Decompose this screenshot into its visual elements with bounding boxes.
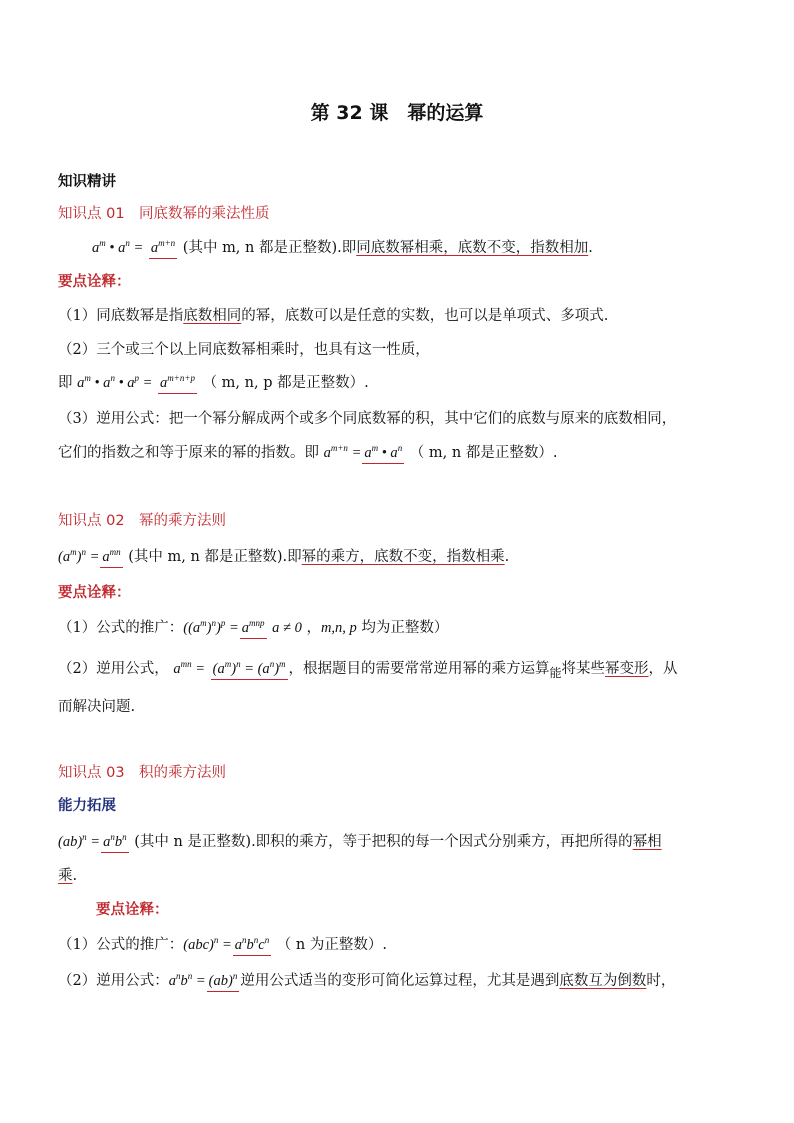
kp3-label: 知识点 03 积的乘方法则	[58, 765, 227, 781]
kp1-rule: 同底数幂相乘，底数不变，指数相加	[356, 240, 589, 256]
kp2-rule: 幂的乘方，底数不变，指数相乘	[301, 549, 505, 565]
kp3-note-2-underline: 底数互为倒数	[559, 973, 647, 989]
kp1-note-2-formula: 即 $a^m$ • $a^n$ • $a^p = a^{m+n+p}$ （ m, n, p 都是正整数）.	[58, 373, 369, 394]
kp2-label: 知识点 02 幂的乘方法则	[58, 513, 227, 529]
kp3-underline-1: 幂相	[632, 834, 662, 850]
kp1-note-3b: 它们的指数之和等于原来的幂的指数。即 $a^{m+n} = a^m$ • $a^n$ （ m, n 都是正整数）.	[58, 443, 557, 464]
kp1-formula-lhs: $a^m$ • $a^n$ =	[92, 238, 144, 256]
kp1-note-2-answer: $a^{m+n+p}$	[158, 373, 197, 394]
kp3-formula-answer: $a^nb^n$	[101, 832, 129, 853]
kp2-note-2-cont: 而解决问题.	[58, 699, 136, 715]
kp3-note-2-answer: (ab)$^n$	[207, 971, 240, 992]
kp2-note-label: 要点诠释：	[58, 585, 131, 601]
kp3-note-1: （1）公式的推广：$(abc)^n = a^nb^nc^n$ （ n 为正整数）.	[58, 935, 387, 956]
kp3-formula-lhs: (ab)$^n$ =	[58, 832, 101, 850]
kp1-note-1: （1）同底数幂是指底数相同的幂，底数可以是任意的实数，也可以是单项式、多项式.	[58, 308, 609, 324]
kp1-note-1-underline: 底数相同	[183, 308, 242, 324]
kp3-note-label: 要点诠释：	[96, 902, 169, 918]
kp1-condition: (其中 m, n 都是正整数).即	[182, 240, 357, 256]
kp2-note-1: （1）公式的推广：$((a^m)^n)^p = a^{mnp}$ a ≠ 0 ，m,n, p 均为正整数）	[58, 618, 448, 639]
kp3-underline-2: 乘	[58, 868, 73, 884]
kp1-note-3-answer: $a^m$ • $a^n$	[362, 443, 404, 464]
kp1-formula-answer: $a^{m+n}$	[149, 238, 177, 259]
kp3-note-2: （2）逆用公式：$a^nb^n = (ab)^n$ 逆用公式适当的变形可简化运算过程，尤其是遇到底数互为倒数时，	[58, 971, 675, 992]
kp3-formula-line: $(ab)^n = a^nb^n$ (其中 n 是正整数).即积的乘方，等于把积的每一个因式分别乘方，再把所得的幂相	[58, 832, 662, 853]
kp3-sub-label: 能力拓展	[58, 798, 116, 814]
kp2-note-2-underline: 幂变形	[605, 661, 649, 677]
kp2-note-2-answer: $(a^m)^n = (a^n)^m$	[211, 659, 288, 680]
kp2-formula-line: $(a^m)^n = a^{mn}$ (其中 m, n 都是正整数).即幂的乘方，底数不变，指数相乘.	[58, 547, 509, 568]
kp2-formula-answer: $a^{mn}$	[100, 547, 122, 568]
kp1-note-label: 要点诠释：	[58, 274, 131, 290]
kp1-formula-line: $a^m$ • $a^n = a^{m+n}$ (其中 m, n 都是正整数).即同底数幂相乘，底数不变，指数相加.	[92, 238, 593, 259]
kp2-note-2: （2）逆用公式， $a^{mn} = (a^m)^n = (a^n)^m$ ，根据题目的需要常常逆用幂的乘方运算$_能$将某些幂变形，从	[58, 659, 678, 680]
kp3-formula-cont: 乘.	[58, 868, 78, 884]
kp1-note-3a: （3）逆用公式：把一个幂分解成两个或多个同底数幂的积，其中它们的底数与原来的底数相同，	[58, 411, 677, 427]
page-title: 第 32 课 幂的运算	[310, 102, 484, 124]
section-heading: 知识精讲	[58, 174, 116, 190]
kp1-label: 知识点 01 同底数幂的乘法性质	[58, 206, 270, 222]
kp2-note-1-answer: $a^{mnp}$	[240, 618, 267, 639]
kp1-note-2: （2）三个或三个以上同底数幂相乘时，也具有这一性质，	[58, 342, 430, 358]
kp2-formula-lhs: $(a^m)^n$ =	[58, 547, 100, 565]
kp3-note-1-answer: $a^nb^nc^n$	[233, 935, 271, 956]
